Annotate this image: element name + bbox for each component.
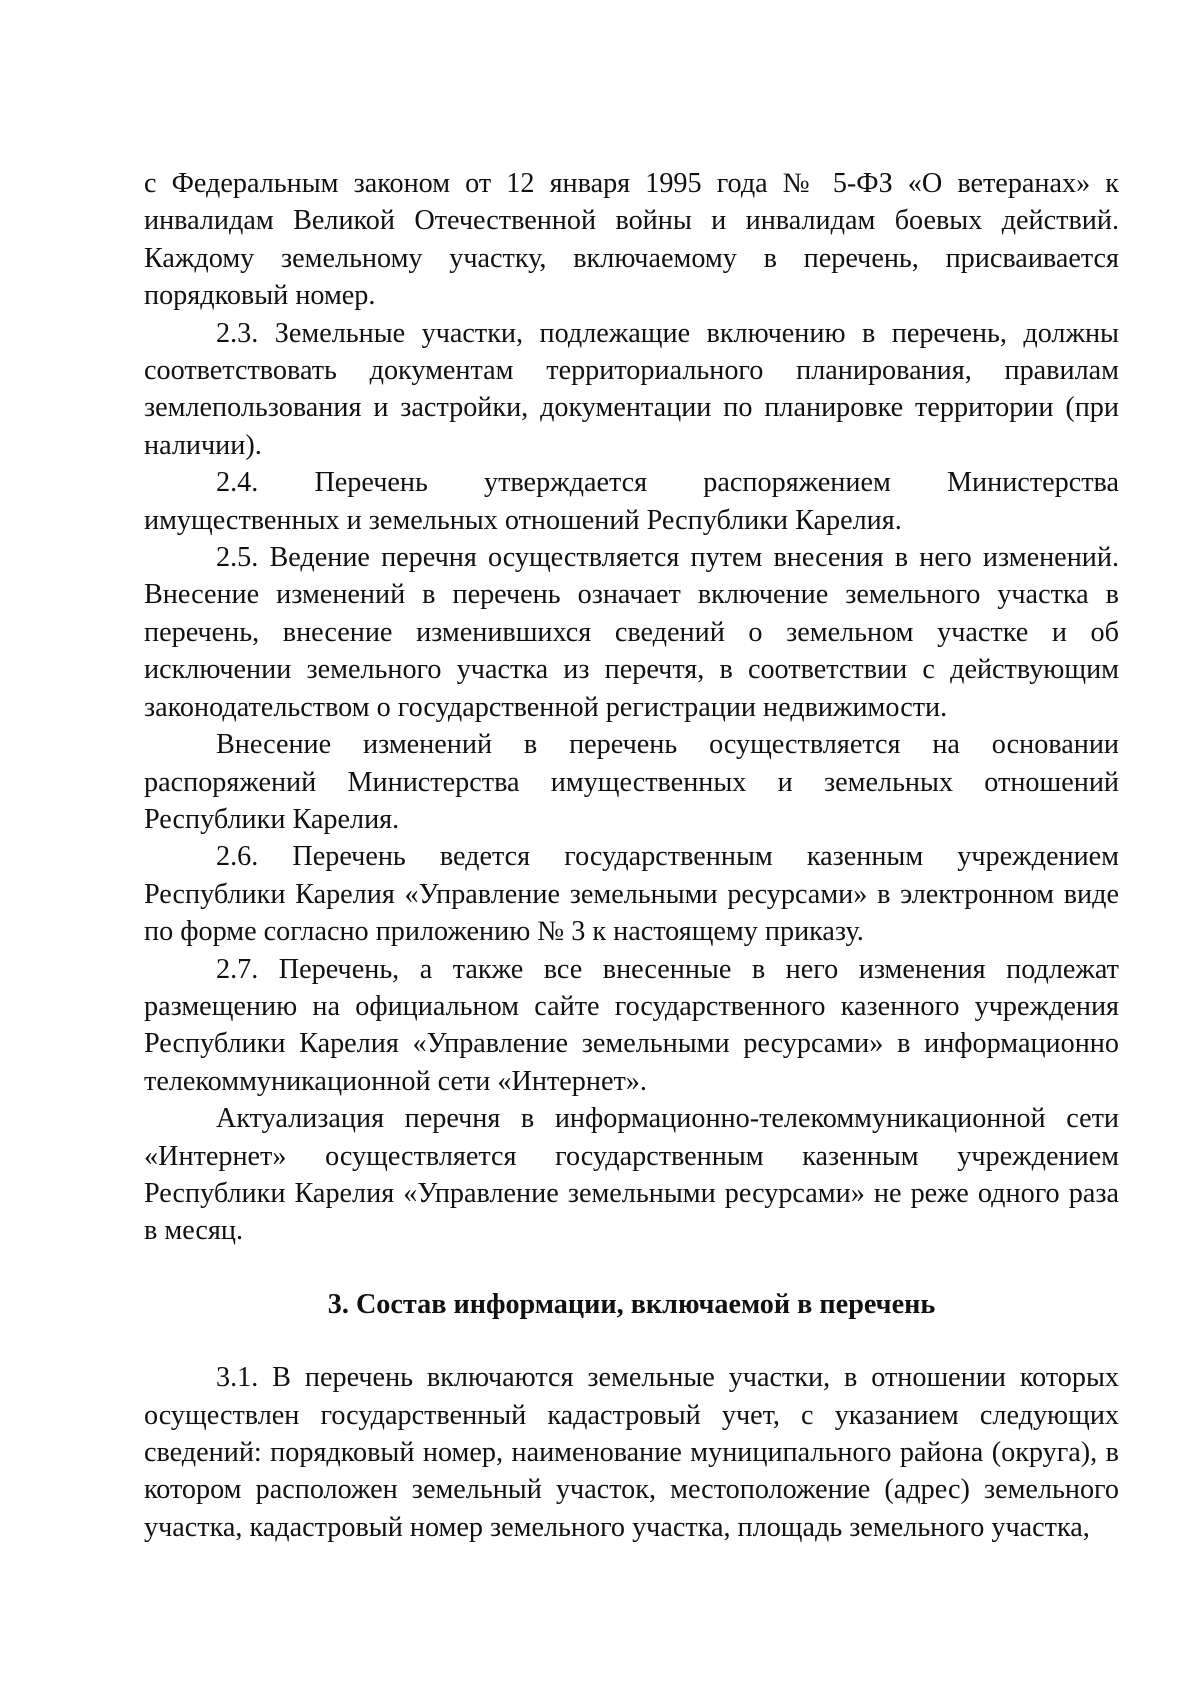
- paragraph-2-7: 2.7. Перечень, а также все внесенные в него изменения подлежат размещению на официальном сайте государственного казенного учреждения Республики Карелия «Управление земельными ресурсами» в информационно телекоммуникационной сети «Интернет».: [144, 953, 1119, 1097]
- paragraph-2-5: 2.5. Ведение перечня осуществляется путем внесения в него изменений. Внесение изменений в перечень означает включение земельного участка в перечень, внесение изменившихся сведений о земельном участке и об исключении земельного участка из перечтя, в соответствии с действующим законодательством о государственной регистрации недвижимости.: [144, 542, 1119, 723]
- paragraph-continuation: с Федеральным законом от 12 января 1995 года № 5-ФЗ «О ветеранах» к инвалидам Великой Отечественной войны и инвалидам боевых действий. Каждому земельному участку, включаемому в перечень, присваивается порядковый номер.: [144, 168, 1119, 312]
- section-heading: 3. Состав информации, включаемой в перечень: [327, 1288, 936, 1320]
- paragraph-2-7-update: Актуализация перечня в информационно-телекоммуникационной сети «Интернет» осуществляется государственным казенным учреждением Республики Карелия «Управление земельными ресурсами» не реже одного раза в месяц.: [144, 1103, 1119, 1247]
- paragraph-3-1: 3.1. В перечень включаются земельные участки, в отношении которых осуществлен государственный кадастровый учет, с указанием следующих сведений: порядковый номер, наименование муниципального района (округа), в котором расположен земельный участок, местоположение (адрес) земельного участка, кадастровый номер земельного участка, площадь земельного участка,: [144, 1362, 1119, 1543]
- paragraph-2-4: 2.4. Перечень утверждается распоряжением Министерства имущественных и земельных отношений Республики Карелия.: [144, 467, 1119, 536]
- paragraph-2-6: 2.6. Перечень ведется государственным казенным учреждением Республики Карелия «Управление земельными ресурсами» в электронном виде по форме согласно приложению № 3 к настоящему приказу.: [144, 841, 1119, 948]
- document-page: [144, 165, 1119, 1546]
- paragraph-2-5-amendments: Внесение изменений в перечень осуществляется на основании распоряжений Министерства имущественных и земельных отношений Республики Карелия.: [144, 729, 1119, 835]
- paragraph-2-3: 2.3. Земельные участки, подлежащие включению в перечень, должны соответствовать документам территориального планирования, правилам землепользования и застройки, документации по планировке территории (при наличии).: [144, 317, 1119, 461]
